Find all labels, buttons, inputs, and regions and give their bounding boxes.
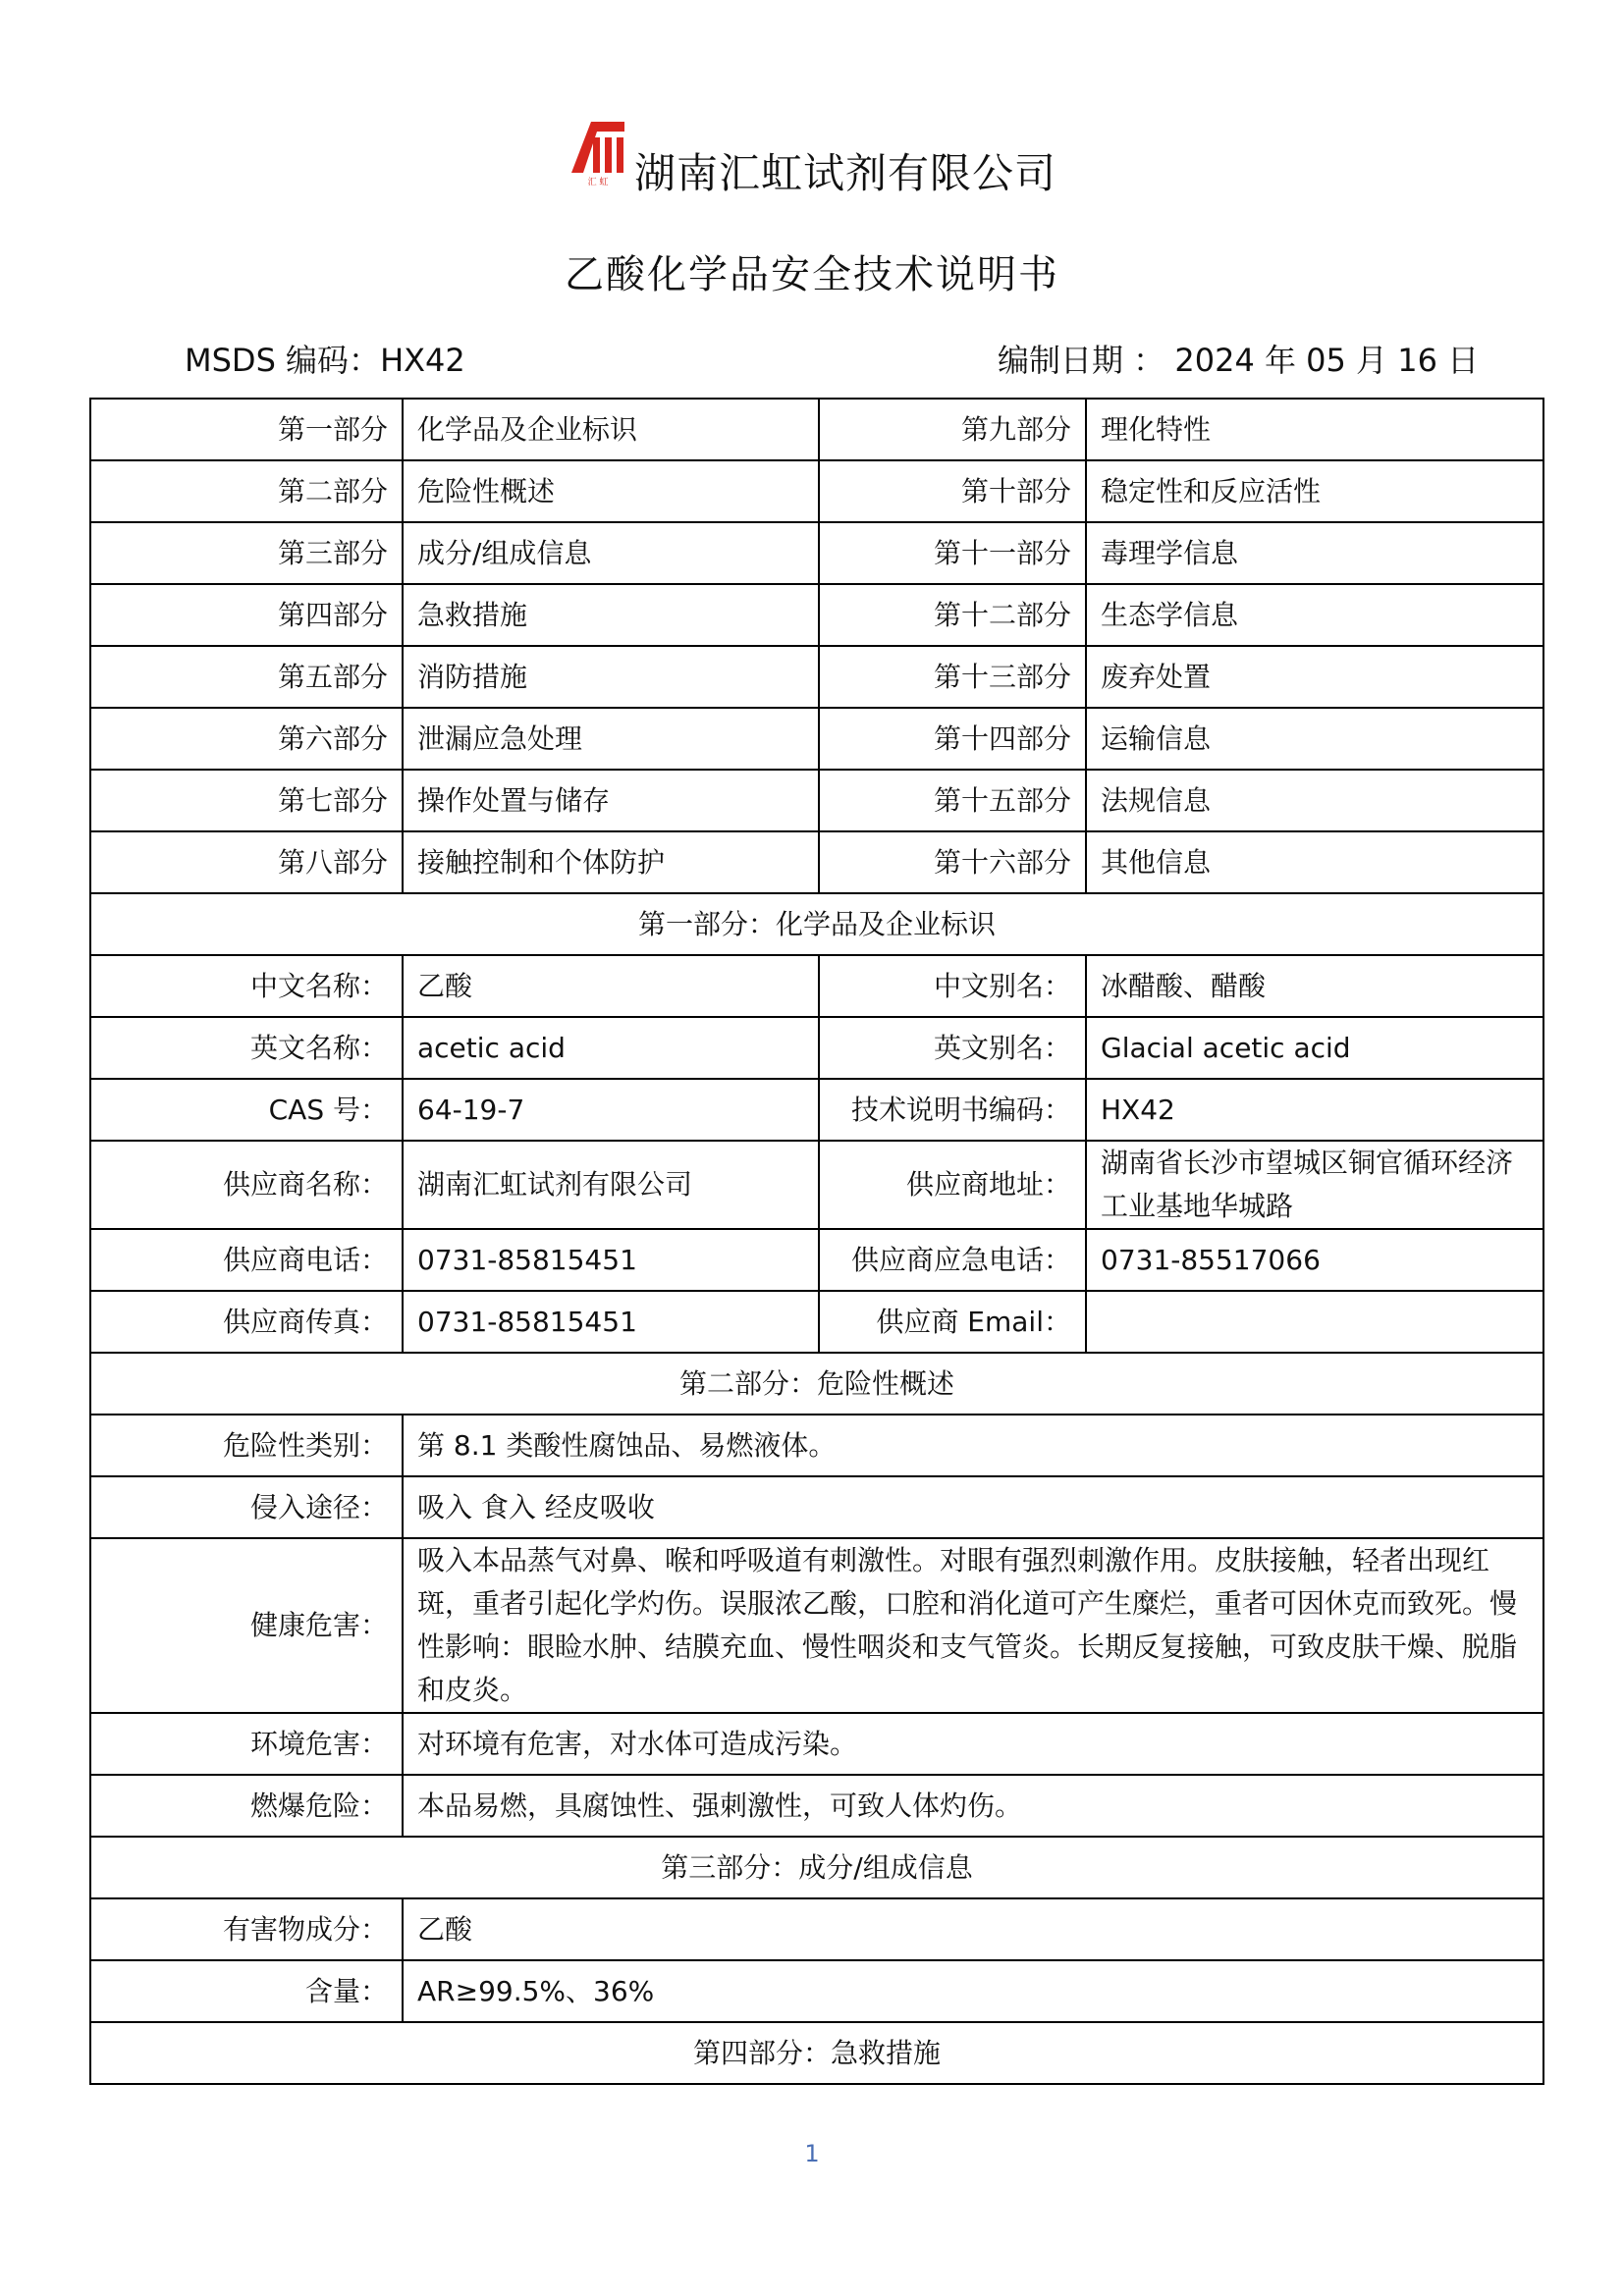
sections-body	[90, 893, 1543, 2084]
company-name: 湖南汇虹试剂有限公司	[634, 149, 1057, 197]
company-logo	[564, 116, 632, 188]
identity-row	[90, 1017, 1543, 1079]
field-label: 中文名称：	[90, 955, 403, 1017]
section-heading: 第一部分：化学品及企业标识	[90, 893, 1543, 955]
toc-left-part: 第五部分	[90, 646, 403, 708]
section-heading: 第四部分：急救措施	[90, 2022, 1543, 2084]
field-value: 吸入 食入 经皮吸收	[403, 1476, 1543, 1538]
field-value: 吸入本品蒸气对鼻、喉和呼吸道有刺激性。对眼有强烈刺激作用。皮肤接触，轻者出现红斑，重者引起化学灼伤。误服浓乙酸，口腔和消化道可产生糜烂，重者可因休克而致死。慢性影响：眼睑水肿、结膜充血、慢性咽炎和支气管炎。长期反复接触，可致皮肤干燥、脱脂和皮炎。	[403, 1538, 1543, 1713]
toc-row	[90, 584, 1543, 646]
hazard-row	[90, 1538, 1543, 1713]
toc-row	[90, 646, 1543, 708]
toc-left-part: 第四部分	[90, 584, 403, 646]
section-heading-row	[90, 1837, 1543, 1898]
field-value: Glacial acetic acid	[1086, 1017, 1543, 1079]
toc-left-title: 操作处置与储存	[403, 770, 819, 831]
field-label: 供应商名称：	[90, 1141, 403, 1229]
toc-left-part: 第六部分	[90, 708, 403, 770]
toc-right-title: 运输信息	[1086, 708, 1543, 770]
field-label: 中文别名：	[819, 955, 1086, 1017]
toc-right-part: 第九部分	[819, 399, 1086, 460]
field-value: 0731-85815451	[403, 1229, 819, 1291]
field-label: 有害物成分：	[90, 1898, 403, 1960]
logo-text: 汇 虹	[587, 178, 609, 187]
field-label: 技术说明书编码：	[819, 1079, 1086, 1141]
page-number: 1	[804, 2140, 820, 2167]
field-label: 含量：	[90, 1960, 403, 2022]
field-value: 0731-85517066	[1086, 1229, 1543, 1291]
toc-right-part: 第十部分	[819, 460, 1086, 522]
field-label: CAS 号：	[90, 1079, 403, 1141]
toc-right-title: 稳定性和反应活性	[1086, 460, 1543, 522]
toc-left-part: 第七部分	[90, 770, 403, 831]
field-label: 侵入途径：	[90, 1476, 403, 1538]
field-label: 英文名称：	[90, 1017, 403, 1079]
toc-right-title: 其他信息	[1086, 831, 1543, 893]
toc-left-title: 泄漏应急处理	[403, 708, 819, 770]
field-label: 环境危害：	[90, 1713, 403, 1775]
field-value: AR≥99.5%、36%	[403, 1960, 1543, 2022]
msds-code-label: MSDS 编码：	[185, 342, 381, 379]
identity-row	[90, 1291, 1543, 1353]
field-label: 供应商传真：	[90, 1291, 403, 1353]
toc-body	[90, 399, 1543, 893]
field-label: 供应商地址：	[819, 1141, 1086, 1229]
toc-left-part: 第八部分	[90, 831, 403, 893]
field-label: 危险性类别：	[90, 1415, 403, 1476]
toc-left-title: 消防措施	[403, 646, 819, 708]
toc-row	[90, 708, 1543, 770]
toc-right-title: 生态学信息	[1086, 584, 1543, 646]
toc-left-title: 化学品及企业标识	[403, 399, 819, 460]
toc-row	[90, 522, 1543, 584]
toc-row	[90, 770, 1543, 831]
toc-right-title: 废弃处置	[1086, 646, 1543, 708]
toc-row	[90, 460, 1543, 522]
toc-right-part: 第十二部分	[819, 584, 1086, 646]
field-label: 燃爆危险：	[90, 1775, 403, 1837]
toc-left-part: 第二部分	[90, 460, 403, 522]
hazard-row	[90, 1476, 1543, 1538]
field-label: 供应商 Email：	[819, 1291, 1086, 1353]
document-title: 乙酸化学品安全技术说明书	[565, 252, 1059, 297]
field-label: 供应商电话：	[90, 1229, 403, 1291]
toc-row	[90, 831, 1543, 893]
toc-left-part: 第一部分	[90, 399, 403, 460]
section-heading-row	[90, 2022, 1543, 2084]
identity-row	[90, 1079, 1543, 1141]
field-value	[1086, 1291, 1543, 1353]
field-value: 冰醋酸、醋酸	[1086, 955, 1543, 1017]
hazard-row	[90, 1713, 1543, 1775]
field-value: 对环境有危害，对水体可造成污染。	[403, 1713, 1543, 1775]
toc-right-part: 第十六部分	[819, 831, 1086, 893]
composition-row	[90, 1898, 1543, 1960]
toc-right-part: 第十四部分	[819, 708, 1086, 770]
field-value: 64-19-7	[403, 1079, 819, 1141]
toc-right-title: 毒理学信息	[1086, 522, 1543, 584]
identity-row	[90, 1229, 1543, 1291]
hazard-row	[90, 1775, 1543, 1837]
field-value: 湖南汇虹试剂有限公司	[403, 1141, 819, 1229]
toc-left-title: 急救措施	[403, 584, 819, 646]
msds-code-value: HX42	[380, 342, 465, 379]
toc-left-title: 接触控制和个体防护	[403, 831, 819, 893]
document-header	[0, 116, 1624, 204]
toc-right-part: 第十一部分	[819, 522, 1086, 584]
compile-date-value: 2024 年 05 月 16 日	[1174, 342, 1480, 379]
field-value: 乙酸	[403, 1898, 1543, 1960]
toc-right-title: 理化特性	[1086, 399, 1543, 460]
field-value: 本品易燃，具腐蚀性、强刺激性，可致人体灼伤。	[403, 1775, 1543, 1837]
field-label: 供应商应急电话：	[819, 1229, 1086, 1291]
compile-date-label: 编制日期 ：	[998, 342, 1165, 379]
section-heading-row	[90, 893, 1543, 955]
field-value: 0731-85815451	[403, 1291, 819, 1353]
section-heading: 第三部分：成分/组成信息	[90, 1837, 1543, 1898]
hazard-row	[90, 1415, 1543, 1476]
field-value: 乙酸	[403, 955, 819, 1017]
field-label: 英文别名：	[819, 1017, 1086, 1079]
toc-row	[90, 399, 1543, 460]
field-value: HX42	[1086, 1079, 1543, 1141]
identity-row	[90, 1141, 1543, 1229]
composition-row	[90, 1960, 1543, 2022]
compile-date	[998, 336, 1479, 381]
msds-code	[185, 336, 465, 381]
toc-left-part: 第三部分	[90, 522, 403, 584]
field-value: acetic acid	[403, 1017, 819, 1079]
section-heading: 第二部分：危险性概述	[90, 1353, 1543, 1415]
toc-right-title: 法规信息	[1086, 770, 1543, 831]
field-label: 健康危害：	[90, 1538, 403, 1713]
toc-right-part: 第十三部分	[819, 646, 1086, 708]
msds-table	[89, 398, 1544, 2085]
section-heading-row	[90, 1353, 1543, 1415]
field-value: 第 8.1 类酸性腐蚀品、易燃液体。	[403, 1415, 1543, 1476]
toc-left-title: 成分/组成信息	[403, 522, 819, 584]
identity-row	[90, 955, 1543, 1017]
field-value: 湖南省长沙市望城区铜官循环经济工业基地华城路	[1086, 1141, 1543, 1229]
toc-left-title: 危险性概述	[403, 460, 819, 522]
toc-right-part: 第十五部分	[819, 770, 1086, 831]
